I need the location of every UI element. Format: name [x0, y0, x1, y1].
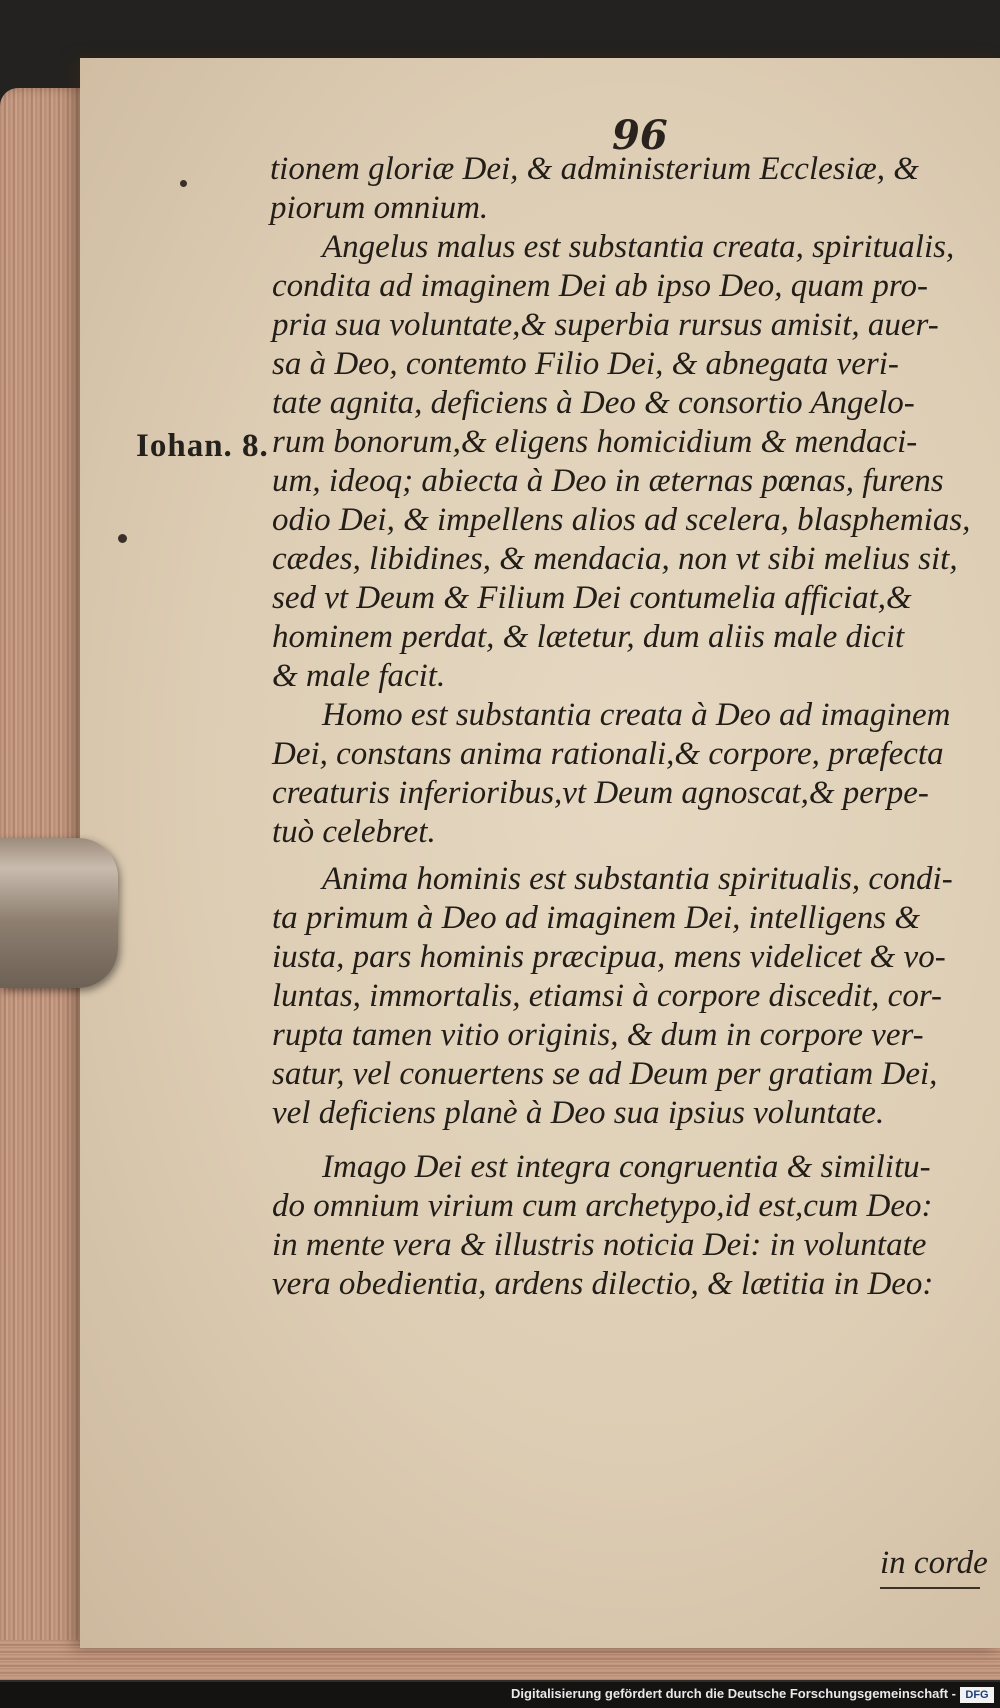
- page-number: 96: [612, 112, 668, 159]
- text-line: cædes, libidines, & mendacia, non vt sibi melius sit,: [272, 541, 958, 577]
- text-line: & male facit.: [272, 658, 446, 694]
- margin-note: Iohan. 8.: [136, 428, 269, 464]
- text-line: tate agnita, deficiens à Deo & consortio Angelo-: [272, 385, 915, 421]
- dfg-logo: DFG: [960, 1687, 994, 1703]
- text-line: luntas, immortalis, etiamsi à corpore discedit, cor-: [272, 978, 942, 1014]
- text-line: tuò celebret.: [272, 814, 436, 850]
- text-line: Dei, constans anima rationali,& corpore, præfecta: [272, 736, 944, 772]
- text-line: hominem perdat, & lætetur, dum aliis male dicit: [272, 619, 905, 655]
- catchword: in corde: [880, 1545, 988, 1581]
- text-line: Angelus malus est substantia creata, spiritualis,: [322, 229, 955, 265]
- text-line: in mente vera & illustris noticia Dei: in voluntate: [272, 1227, 927, 1263]
- text-line: Homo est substantia creata à Deo ad imaginem: [322, 697, 951, 733]
- footer-credit: Digitalisierung gefördert durch die Deutsche Forschungsgemeinschaft -: [511, 1686, 956, 1701]
- text-line: creaturis inferioribus,vt Deum agnoscat,& perpe-: [272, 775, 929, 811]
- text-line: Imago Dei est integra congruentia & similitu-: [322, 1149, 931, 1185]
- text-line: vera obedientia, ardens dilectio, & lætitia in Deo:: [272, 1266, 934, 1302]
- text-line: sed vt Deum & Filium Dei contumelia afficiat,&: [272, 580, 912, 616]
- catchword-rule: [880, 1587, 980, 1589]
- text-line: Anima hominis est substantia spiritualis, condi-: [322, 861, 953, 897]
- text-line: condita ad imaginem Dei ab ipso Deo, quam pro-: [272, 268, 928, 304]
- text-line: odio Dei, & impellens alios ad scelera, blasphemias,: [272, 502, 971, 538]
- text-line: tionem gloriæ Dei, & administerium Ecclesiæ, &: [270, 151, 919, 187]
- text-line: pria sua voluntate,& superbia rursus amisit, auer-: [272, 307, 939, 343]
- text-line: ta primum à Deo ad imaginem Dei, intelligens &: [272, 900, 921, 936]
- text-line: um, ideoq; abiecta à Deo in æternas pœnas, furens: [272, 463, 944, 499]
- text-line: do omnium virium cum archetypo,id est,cum Deo:: [272, 1188, 933, 1224]
- text-line: vel deficiens planè à Deo sua ipsius voluntate.: [272, 1095, 885, 1131]
- text-line: piorum omnium.: [270, 190, 489, 226]
- text-line: rupta tamen vitio originis, & dum in corpore ver-: [272, 1017, 924, 1053]
- text-line: satur, vel conuertens se ad Deum per gratiam Dei,: [272, 1056, 938, 1092]
- text-line: iusta, pars hominis præcipua, mens videlicet & vo-: [272, 939, 946, 975]
- text-line: sa à Deo, contemto Filio Dei, & abnegata veri-: [272, 346, 899, 382]
- text-line: rum bonorum,& eligens homicidium & mendaci-: [272, 424, 918, 460]
